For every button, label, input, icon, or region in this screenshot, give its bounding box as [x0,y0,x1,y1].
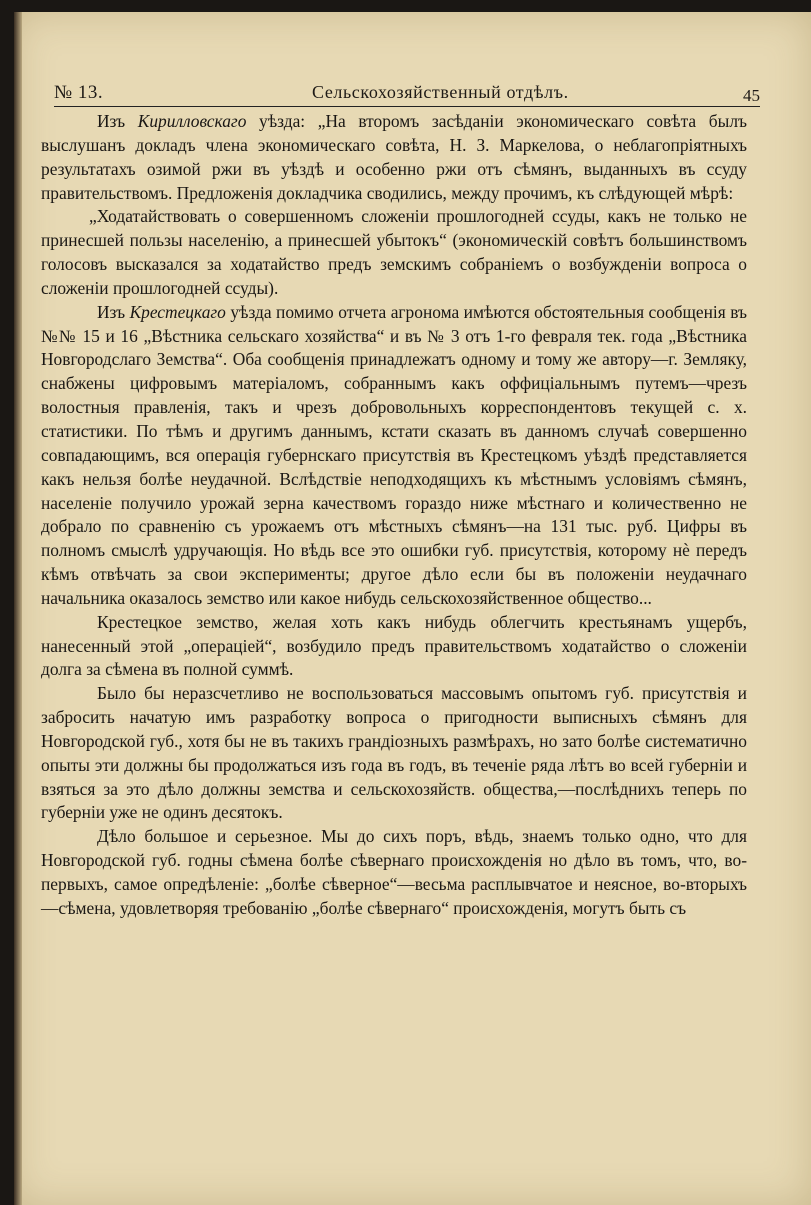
paragraph-text: уѣзда: „На второмъ засѣданіи экономическаго совѣта былъ выслушанъ докладъ члена экономическаго совѣта, Н. З. Маркелова, о неблагопріятныхъ результатахъ озимой ржи въ уѣздѣ и особенно ржи отъ сѣмянъ, выданныхъ въ ссуду правительствомъ. Предложенія докладчика сводились, между прочимъ, къ слѣдующей мѣрѣ: [41,111,747,203]
running-header [54,76,760,107]
paragraph-petition-quote: „Ходатайствовать о совершенномъ сложеніи прошлогодней ссуды, какъ не только не принесшей пользы населенію, а принесшей убытокъ“ (экономическій совѣтъ большинствомъ голосовъ высказался за ходатайство предъ земскимъ собраніемъ о возбужденіи вопроса о сложеніи прошлогодней ссуды). [41,206,747,298]
issue-number: № 13. [54,82,104,103]
section-title: Сельскохозяйственный отдѣлъ. [312,82,569,102]
paragraph-zemstvo-petition: Крестецкое земство, желая хоть какъ нибудь облегчить крестьянамъ ущербъ, нанесенный этой „операціей“, возбудило предъ правительствомъ ходатайство о сложеніи долга за сѣмена въ полной суммѣ. [41,611,747,680]
paragraph-northern-seeds: Дѣло большое и серьезное. Мы до сихъ поръ, вѣдь, знаемъ только одно, что для Новгородской губ. годны сѣмена болѣе сѣвернаго происхожденія но дѣло въ томъ, что, во-первыхъ, самое опредѣленіе: „болѣе сѣверное“—весьма расплывчатое и неясное, во-вторыхъ—сѣмена, удовлетворяя требованію „болѣе сѣвернаго“ происхожденія, могутъ быть съ [41,826,747,918]
page-number: 45 [743,86,760,105]
paragraph-lead: Изъ [97,301,130,322]
uezd-name-kresttsy: Крестецкаго [129,301,226,322]
paragraph-lead: Изъ [97,111,138,131]
uezd-name-kirillov: Кирилловскаго [137,111,247,131]
paragraph-kirillov [41,110,747,205]
paragraph-experiments: Было бы неразсчетливо не воспользоваться массовымъ опытомъ губ. присутствія и забросить начатую имъ разработку вопроса о пригодности выписныхъ сѣмянъ для Новгородской губ., хотя бы не въ такихъ грандіозныхъ размѣрахъ, но зато болѣе систематично опыты эти должны бы продолжаться изъ года въ годъ, въ теченіе ряда лѣтъ во всей губерніи и взяться за это дѣло должны земства и сельскохозяйств. общества,—послѣднихъ теперь по губерніи уже не одинъ десятокъ. [41,683,747,823]
body-text [41,110,747,921]
paragraph-text: уѣзда помимо отчета агронома имѣются обстоятельныя сообщенія въ №№ 15 и 16 „Вѣстника сельскаго хозяйства“ и въ № 3 отъ 1-го февраля тек. года „Вѣстника Новгородслаго Земства“. Оба сообщенія принадлежатъ одному и тому же автору—г. Земляку, снабжены цифровымъ матеріаломъ, собраннымъ какъ оффиціальнымъ путемъ—чрезъ волостныя правленія, такъ и чрезъ добровольныхъ корреспондентовъ текущей с. х. статистики. По тѣмъ и другимъ даннымъ, кстати сказать въ данномъ случаѣ совершенно совпадающимъ, вся операція губернскаго присутствія въ Крестецкомъ уѣздѣ представляется какъ нельзя болѣе неудачной. Вслѣдствіе неподходящихъ къ мѣстнымъ условіямъ сѣмянъ, населеніе получило урожай зерна качествомъ гораздо ниже мѣстнаго и количественно не добрало по сравненію съ урожаемъ отъ мѣстныхъ сѣмянъ—на 131 тыс. руб. Цифры въ полномъ смыслѣ удручающія. Но вѣдь все это ошибки губ. присутствія, которому нѐ передъ кѣмъ отвѣчать за свои эксперименты; другое дѣло если бы въ положеніи неудачнаго начальника оказалось земство или какое нибудь сельскохозяйственное общество... [41,301,747,608]
page-spine-shadow [14,12,22,1205]
paragraph-kresttsy [41,301,747,611]
